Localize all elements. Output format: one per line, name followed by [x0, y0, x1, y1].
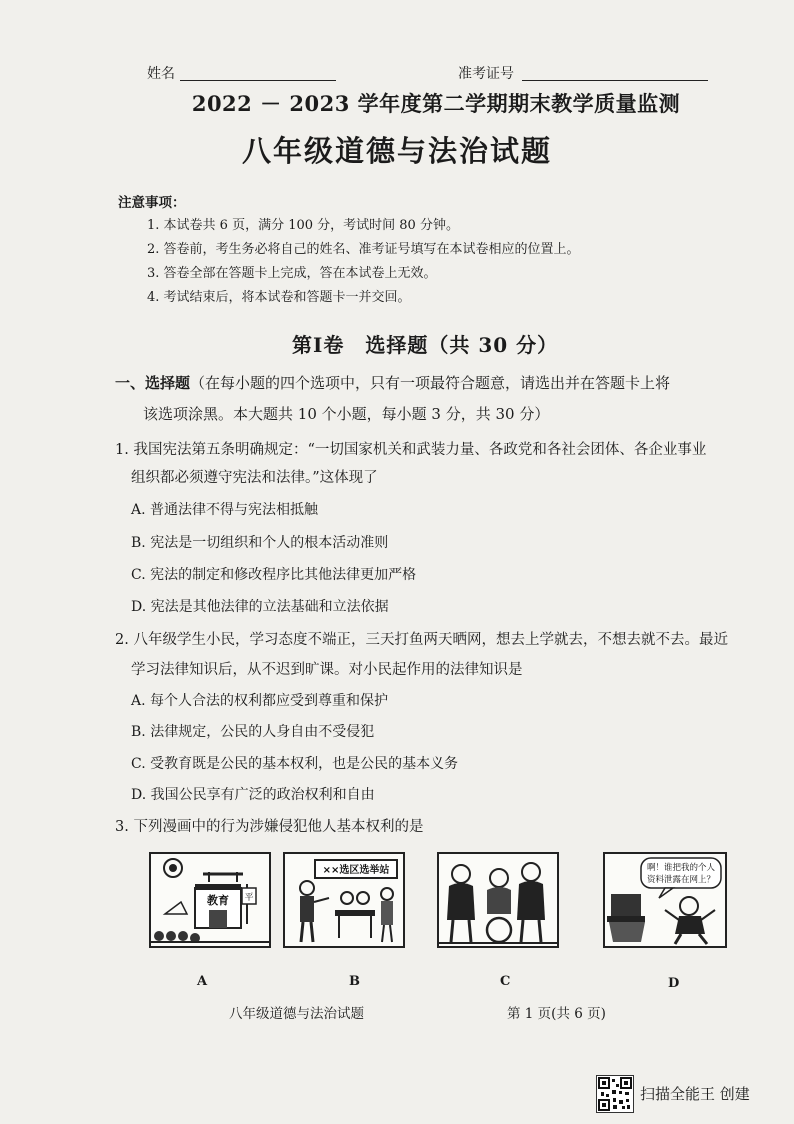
cartoon-b-sign: ××选区选举站	[322, 865, 390, 876]
question-2-option-a: A. 每个人合法的权利都应受到尊重和保护	[131, 693, 389, 709]
exam-id-label: 准考证号	[458, 66, 514, 82]
question-1-option-a: A. 普通法律不得与宪法相抵触	[131, 502, 319, 518]
cartoon-b-label: B	[349, 974, 360, 989]
cartoon-d	[603, 852, 727, 948]
cartoon-b-illustration	[285, 854, 403, 946]
question-2-option-c: C. 受教育既是公民的基本权利，也是公民的基本义务	[131, 756, 459, 772]
cartoon-a-illustration	[151, 854, 269, 946]
cartoon-b	[283, 852, 405, 948]
question-2-stem: 2. 八年级学生小民，学习态度不端正，三天打鱼两天晒网，想去上学就去，不想去就不去。最近	[115, 632, 728, 648]
footer-subject: 八年级道德与法治试题	[229, 1006, 364, 1022]
note-item: 4. 考试结束后，将本试卷和答题卡一并交回。	[147, 290, 411, 305]
part-one-line2: 该选项涂黑。本大题共 10 个小题，每小题 3 分，共 30 分）	[143, 405, 550, 423]
name-field[interactable]	[180, 80, 336, 81]
question-1-option-b: B. 宪法是一切组织和个人的根本活动准则	[131, 535, 389, 551]
cartoon-d-illustration	[605, 854, 725, 946]
question-2-stem-cont: 学习法律知识后，从不迟到旷课。对小民起作用的法律知识是	[131, 662, 523, 678]
part-one-label: 一、选择题	[115, 374, 191, 392]
question-1-stem: 1. 我国宪法第五条明确规定：“一切国家机关和武装力量、各政党和各社会团体、各企业事业	[115, 442, 707, 458]
part-one-line1: （在每小题的四个选项中，只有一项最符合题意，请选出并在答题卡上将	[190, 374, 671, 392]
question-2-option-d: D. 我国公民享有广泛的政治权利和自由	[131, 787, 375, 803]
question-3-stem: 3. 下列漫画中的行为涉嫌侵犯他人基本权利的是	[115, 819, 424, 835]
cartoon-d-label: D	[668, 976, 680, 991]
cartoon-c-label: C	[500, 974, 511, 989]
name-label: 姓名	[147, 66, 175, 82]
cartoon-a-side-sign: 平	[244, 893, 254, 903]
cartoon-a-sign: 教育	[207, 894, 229, 907]
subject-title: 八年级道德与法治试题	[241, 134, 552, 168]
question-1-option-d: D. 宪法是其他法律的立法基础和立法依据	[131, 599, 389, 615]
note-item: 2. 答卷前，考生务必将自己的姓名、准考证号填写在本试卷相应的位置上。	[147, 242, 580, 257]
cartoon-c	[437, 852, 559, 948]
note-item: 1. 本试卷共 6 页，满分 100 分，考试时间 80 分钟。	[147, 218, 459, 233]
note-item: 3. 答卷全部在答题卡上完成，答在本试卷上无效。	[147, 266, 437, 281]
notes-heading: 注意事项：	[118, 195, 186, 211]
question-1-option-c: C. 宪法的制定和修改程序比其他法律更加严格	[131, 567, 417, 583]
exam-id-field[interactable]	[522, 80, 708, 81]
part-one-instructions	[115, 372, 670, 393]
footer-page-number: 第 1 页(共 6 页)	[507, 1006, 606, 1022]
scanner-watermark: 扫描全能王 创建	[640, 1085, 750, 1103]
cartoon-d-bubble-line1: 啊！谁把我的个人	[646, 863, 716, 873]
question-2-option-b: B. 法律规定，公民的人身自由不受侵犯	[131, 724, 375, 740]
exam-title: 2022 － 2023 学年度第二学期期末教学质量监测	[191, 91, 681, 116]
cartoon-c-illustration	[439, 854, 557, 946]
cartoon-d-bubble-line2: 资料泄露在网上？	[646, 875, 716, 885]
cartoon-a	[149, 852, 271, 948]
question-1-stem-cont: 组织都必须遵守宪法和法律。”这体现了	[131, 470, 378, 486]
section-title: 第Ⅰ卷 选择题（共 30 分）	[292, 333, 559, 357]
qr-code-icon	[596, 1075, 634, 1113]
cartoon-a-label: A	[197, 974, 208, 989]
